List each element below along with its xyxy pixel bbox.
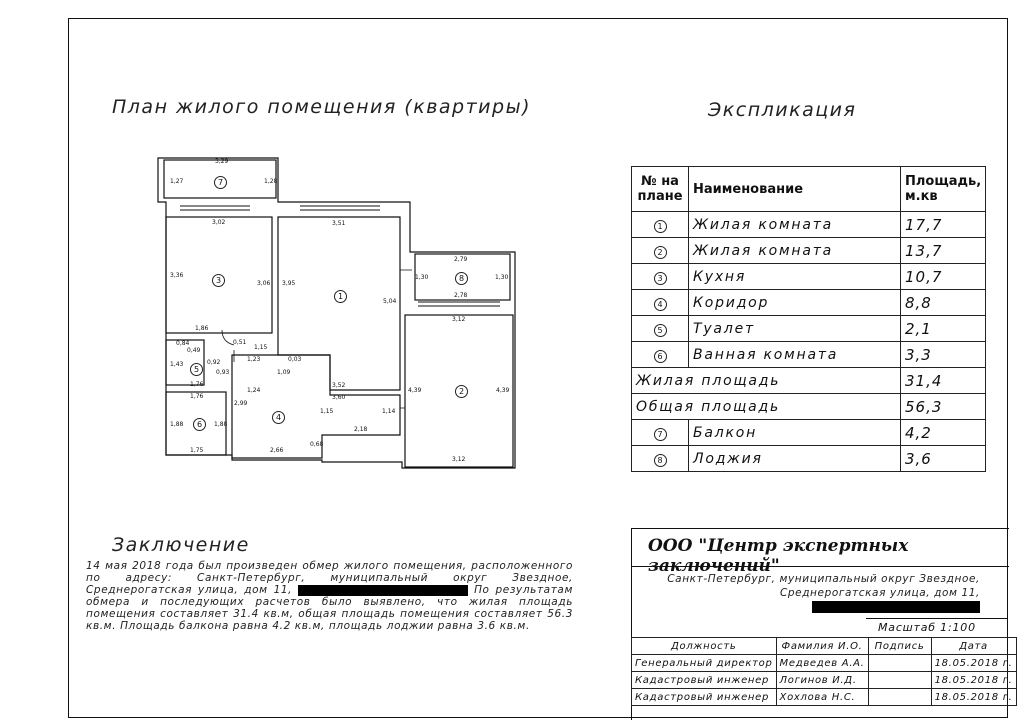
dim-cor-i: 2,18 xyxy=(354,426,368,433)
dim-r1-left: 3,95 xyxy=(282,280,296,287)
room-area: 8,8 xyxy=(901,290,986,316)
dim-r5-right: 0,93 xyxy=(216,369,230,376)
room-area: 17,7 xyxy=(901,212,986,238)
plan-title: План жилого помещения (квартиры) xyxy=(112,96,531,118)
header-surname: Фамилия И.О. xyxy=(776,638,868,655)
dim-r1-right: 5,04 xyxy=(383,298,397,305)
explication-table xyxy=(631,166,986,472)
date: 18.05.2018 г. xyxy=(931,672,1016,689)
table-row xyxy=(632,316,986,342)
table-row xyxy=(632,446,986,472)
room-number: 8 xyxy=(654,454,667,467)
conclusion-text xyxy=(86,560,573,632)
dim-cor-c: 1,09 xyxy=(277,369,291,376)
total-area-value: 56,3 xyxy=(901,394,986,420)
position: Генеральный директор xyxy=(632,655,777,672)
room-area: 13,7 xyxy=(901,238,986,264)
dim-r3-top: 3,02 xyxy=(212,219,226,226)
redaction-bar xyxy=(298,585,468,596)
header-date: Дата xyxy=(931,638,1016,655)
room-4-number: 4 xyxy=(272,411,285,424)
room-area: 3,3 xyxy=(901,342,986,368)
dim-r3-right: 3,06 xyxy=(257,280,271,287)
plan-labels xyxy=(150,150,520,475)
dim-r8-bottom: 2,78 xyxy=(454,292,468,299)
signature-header-row xyxy=(632,638,1017,655)
dim-r5-bottom: 1,76 xyxy=(190,381,204,388)
dim-r6-right: 1,88 xyxy=(214,421,228,428)
signature xyxy=(868,689,931,706)
dim-r2-bottom: 3,12 xyxy=(452,456,466,463)
dim-r7-left: 1,27 xyxy=(170,178,184,185)
living-area-row xyxy=(632,368,986,394)
signature-row xyxy=(632,672,1017,689)
total-area-label: Общая площадь xyxy=(632,394,901,420)
dim-r1-top: 3,51 xyxy=(332,220,346,227)
table-row xyxy=(632,290,986,316)
room-name: Лоджия xyxy=(689,446,901,472)
room-3-number: 3 xyxy=(212,274,225,287)
room-number: 3 xyxy=(654,272,667,285)
header-position: Должность xyxy=(632,638,777,655)
dim-r2-top: 3,12 xyxy=(452,316,466,323)
explication-title: Экспликация xyxy=(708,99,857,121)
dim-r7-top: 3,29 xyxy=(215,158,229,165)
dim-r8-left: 1,30 xyxy=(415,274,429,281)
signature-row xyxy=(632,655,1017,672)
dim-r3-left: 3,36 xyxy=(170,272,184,279)
dim-r5-b: 0,49 xyxy=(187,347,201,354)
room-area: 10,7 xyxy=(901,264,986,290)
room-area: 4,2 xyxy=(901,420,986,446)
dim-r6-left: 1,88 xyxy=(170,421,184,428)
room-number: 2 xyxy=(654,246,667,259)
signature xyxy=(868,672,931,689)
conclusion-part2: По результатам обмера и последующих расчетов было выявлено, что жилая площадь помещения составляет 31.4 кв.м, общая площадь помещения составляет 56.3 кв.м. Площадь балкона равна 4.2 кв.м, площадь лоджии равна 3.6 кв.м. xyxy=(86,584,573,632)
dim-r1-bottom: 3,52 xyxy=(332,382,346,389)
dim-cor-h: 0,68 xyxy=(310,441,324,448)
room-number: 4 xyxy=(654,298,667,311)
header-no: № на плане xyxy=(632,167,689,212)
room-name: Балкон xyxy=(689,420,901,446)
date: 18.05.2018 г. xyxy=(931,689,1016,706)
dim-cor-g: 1,14 xyxy=(382,408,396,415)
room-name: Туалет xyxy=(689,316,901,342)
surname: Логинов И.Д. xyxy=(776,672,868,689)
date: 18.05.2018 г. xyxy=(931,655,1016,672)
dim-r5-c: 0,51 xyxy=(233,339,247,346)
living-area-value: 31,4 xyxy=(901,368,986,394)
dim-r6-bottom: 1,75 xyxy=(190,447,204,454)
room-number: 7 xyxy=(654,428,667,441)
room-area: 2,1 xyxy=(901,316,986,342)
room-number: 1 xyxy=(654,220,667,233)
table-row xyxy=(632,342,986,368)
dim-r2-right: 4,39 xyxy=(496,387,510,394)
dim-cor-d: 1,24 xyxy=(247,387,261,394)
dim-r5-d: 1,15 xyxy=(254,344,268,351)
dim-cor-bottom: 2,66 xyxy=(270,447,284,454)
divider xyxy=(866,618,1008,619)
dim-cor-e: 3,60 xyxy=(332,394,346,401)
room-name: Кухня xyxy=(689,264,901,290)
redaction-bar xyxy=(812,601,980,613)
room-1-number: 1 xyxy=(334,290,347,303)
dim-r6-top: 1,76 xyxy=(190,393,204,400)
signature-row xyxy=(632,689,1017,706)
stamp-address xyxy=(640,572,980,614)
header-area: Площадь, м.кв xyxy=(901,167,986,212)
header-name: Наименование xyxy=(689,167,901,212)
position: Кадастровый инженер xyxy=(632,672,777,689)
dim-r3-bottom: 1,86 xyxy=(195,325,209,332)
table-header-row xyxy=(632,167,986,212)
dim-r7-right: 1,28 xyxy=(264,178,278,185)
dim-r5-a: 0,84 xyxy=(176,340,190,347)
signature xyxy=(868,655,931,672)
room-number: 6 xyxy=(654,350,667,363)
conclusion-part1: 14 мая 2018 года был произведен обмер жилого помещения, расположенного по адресу: Санкт-Петербург, муниципальный округ Звездное, Среднерогатская улица, дом 11, xyxy=(86,560,573,596)
dim-r5-top: 0,92 xyxy=(207,359,221,366)
table-row xyxy=(632,238,986,264)
total-area-row xyxy=(632,394,986,420)
position: Кадастровый инженер xyxy=(632,689,777,706)
scale-label: Масштаб 1:100 xyxy=(878,621,976,634)
signature-table xyxy=(631,637,1017,706)
dim-r8-top: 2,79 xyxy=(454,256,468,263)
surname: Хохлова Н.С. xyxy=(776,689,868,706)
dim-r8-right: 1,30 xyxy=(495,274,509,281)
divider xyxy=(631,566,1009,567)
dim-r2-left: 4,39 xyxy=(408,387,422,394)
header-signature: Подпись xyxy=(868,638,931,655)
dim-cor-b: 0,03 xyxy=(288,356,302,363)
address-text: Санкт-Петербург, муниципальный округ Звездное, Среднерогатская улица, дом 11, xyxy=(667,573,980,599)
room-6-number: 6 xyxy=(193,418,206,431)
room-number: 5 xyxy=(654,324,667,337)
room-name: Ванная комната xyxy=(689,342,901,368)
conclusion-title: Заключение xyxy=(112,534,250,556)
table-row xyxy=(632,212,986,238)
dim-cor-f: 1,15 xyxy=(320,408,334,415)
dim-cor-left: 2,99 xyxy=(234,400,248,407)
room-7-number: 7 xyxy=(214,176,227,189)
dim-cor-a: 1,23 xyxy=(247,356,261,363)
room-2-number: 2 xyxy=(455,385,468,398)
room-name: Жилая комната xyxy=(689,238,901,264)
table-row xyxy=(632,264,986,290)
table-row xyxy=(632,420,986,446)
room-name: Коридор xyxy=(689,290,901,316)
room-name: Жилая комната xyxy=(689,212,901,238)
room-area: 3,6 xyxy=(901,446,986,472)
company-name: ООО "Центр экспертных заключений" xyxy=(648,536,909,576)
surname: Медведев А.А. xyxy=(776,655,868,672)
room-8-number: 8 xyxy=(455,272,468,285)
dim-r5-left: 1,43 xyxy=(170,361,184,368)
room-5-number: 5 xyxy=(190,363,203,376)
living-area-label: Жилая площадь xyxy=(632,368,901,394)
